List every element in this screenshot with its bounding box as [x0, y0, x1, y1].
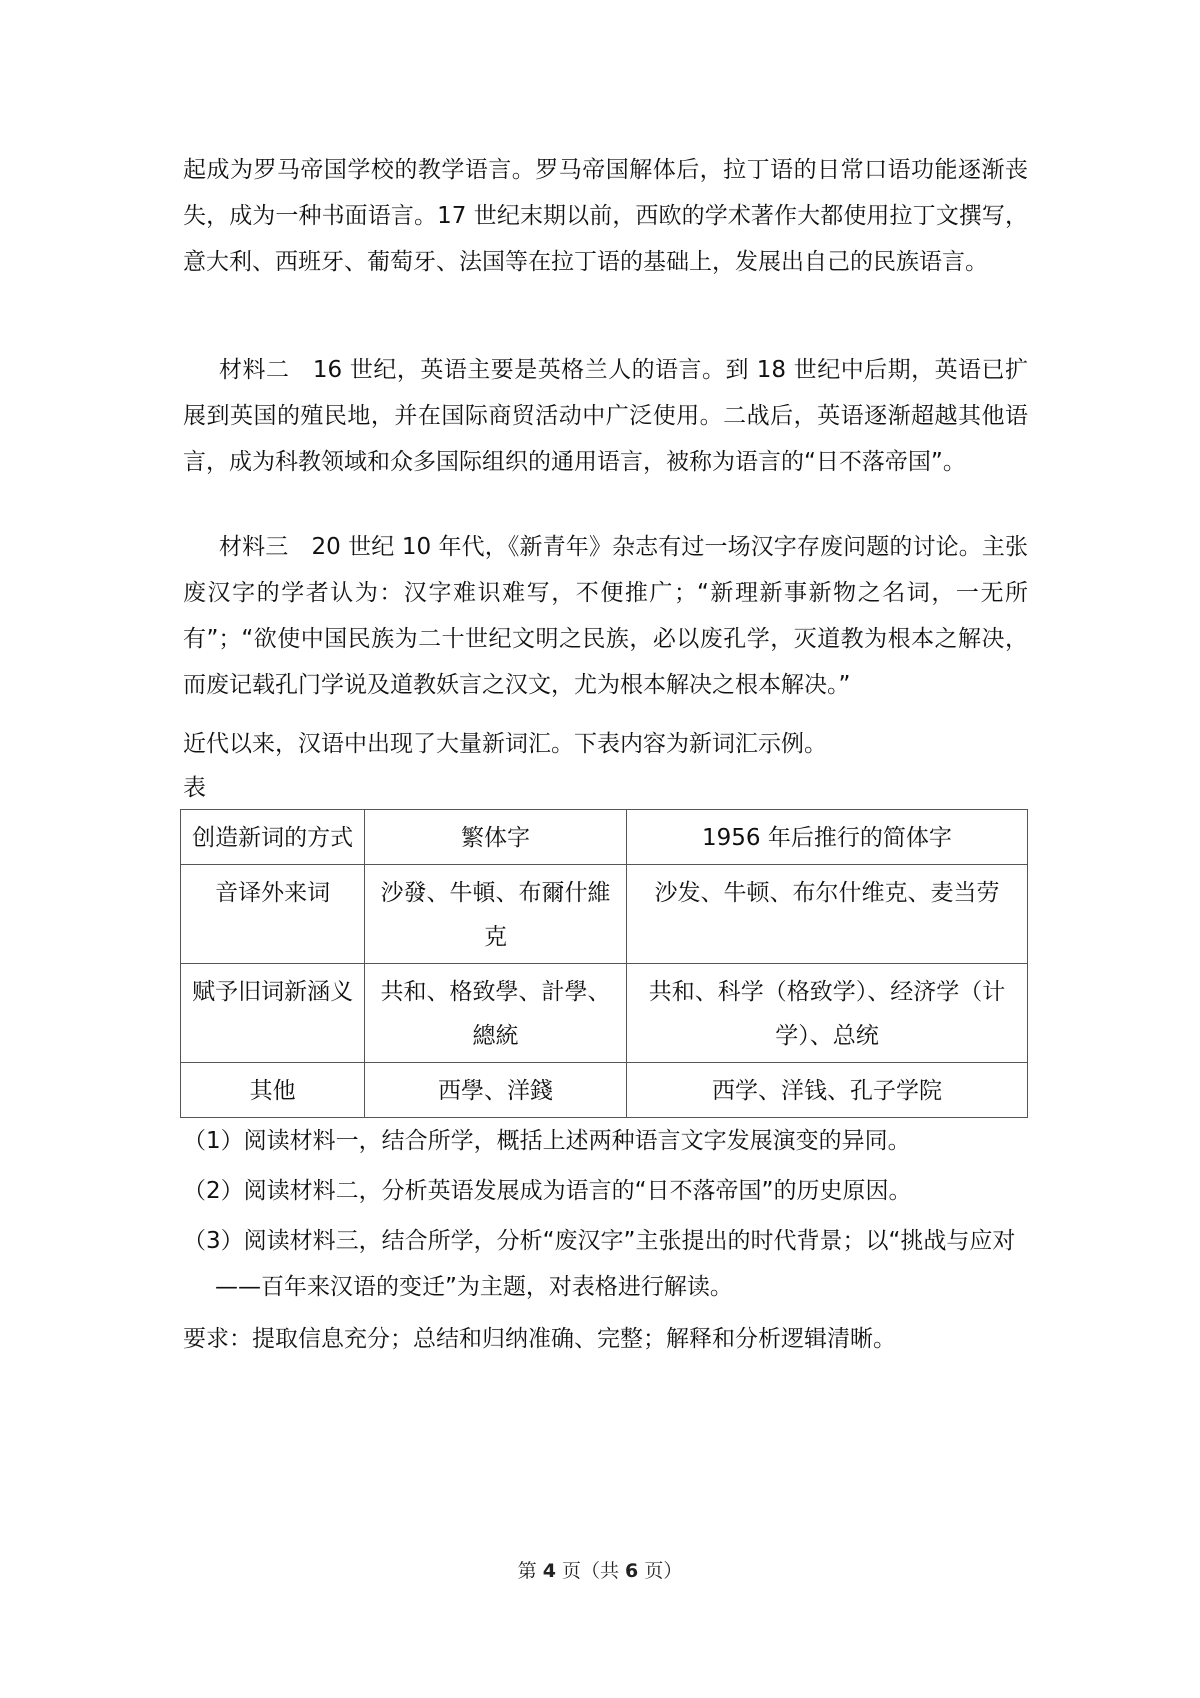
page-footer [0, 1556, 1200, 1583]
footer-prefix: 第 [517, 1560, 543, 1582]
material-two: 材料二 16 世纪，英语主要是英格兰人的语言。到 18 世纪中后期，英语已扩展到英国的殖民地，并在国际商贸活动中广泛使用。二战后，英语逐渐超越其他语言，成为科教领域和众多国际组织的通用语言，被称为语言的“日不落帝国”。 [183, 357, 1028, 475]
table-cell: 音译外来词 [181, 865, 365, 964]
question-1: （1）阅读材料一，结合所学，概括上述两种语言文字发展演变的异同。 [183, 1128, 911, 1154]
table-row [181, 865, 1028, 964]
footer-middle: 页（共 [555, 1560, 626, 1582]
new-words-table [180, 809, 1028, 1118]
table-label: 表 [183, 775, 206, 801]
table-intro: 近代以来，汉语中出现了大量新词汇。下表内容为新词汇示例。 [183, 731, 827, 757]
table-cell: 西學、洋錢 [365, 1063, 627, 1118]
question-2: （2）阅读材料二，分析英语发展成为语言的“日不落帝国”的历史原因。 [183, 1178, 912, 1204]
answer-requirements: 要求：提取信息充分；总结和归纳准确、完整；解释和分析逻辑清晰。 [183, 1326, 896, 1352]
table-cell: 共和、科学（格致学）、经济学（计学）、总统 [626, 964, 1027, 1063]
page-number: 4 [542, 1560, 556, 1582]
table-header-cell: 1956 年后推行的简体字 [626, 810, 1027, 865]
table-header-cell: 创造新词的方式 [181, 810, 365, 865]
table-header-row [181, 810, 1028, 865]
material-three: 材料三 20 世纪 10 年代，《新青年》杂志有过一场汉字存废问题的讨论。主张废汉字的学者认为：汉字难识难写，不便推广；“新理新事新物之名词，一无所有”；“欲使中国民族为二十世纪文明之民族，必以废孔学，灭道教为根本之解决，而废记载孔门学说及道教妖言之汉文，尤为根本解决之根本解决。” [183, 534, 1028, 698]
table-cell: 沙发、牛顿、布尔什维克、麦当劳 [626, 865, 1027, 964]
page-total: 6 [625, 1560, 639, 1582]
question-3: （3）阅读材料三，结合所学，分析“废汉字”主张提出的时代背景；以“挑战与应对——百年来汉语的变迁”为主题，对表格进行解读。 [183, 1228, 1016, 1300]
table-row [181, 964, 1028, 1063]
table-cell: 共和、格致學、計學、總統 [365, 964, 627, 1063]
table-cell: 西学、洋钱、孔子学院 [626, 1063, 1027, 1118]
material-one-continuation: 起成为罗马帝国学校的教学语言。罗马帝国解体后，拉丁语的日常口语功能逐渐丧失，成为一种书面语言。17 世纪末期以前，西欧的学术著作大都使用拉丁文撰写，意大利、西班牙、葡萄牙、法国等在拉丁语的基础上，发展出自己的民族语言。 [183, 157, 1028, 275]
table-header-cell: 繁体字 [365, 810, 627, 865]
table-cell: 赋予旧词新涵义 [181, 964, 365, 1063]
table-cell: 其他 [181, 1063, 365, 1118]
table-cell: 沙發、牛頓、布爾什維克 [365, 865, 627, 964]
table-row [181, 1063, 1028, 1118]
footer-suffix: 页） [638, 1560, 683, 1582]
